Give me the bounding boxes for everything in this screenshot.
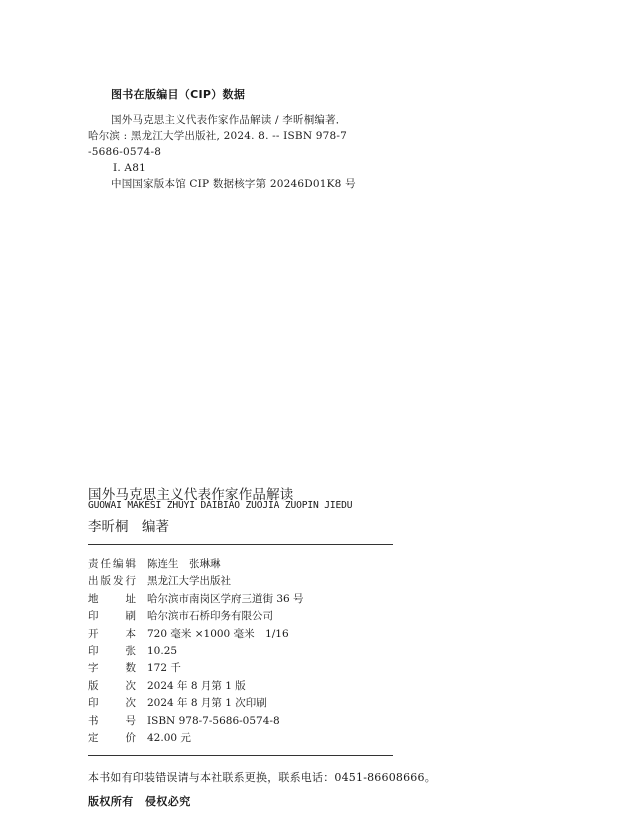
info-label: 地址 [88,592,136,605]
info-value: 陈连生 张琳琳 [147,558,221,570]
publication-info-table [88,556,304,747]
cip-line-record-number: 中国国家版本馆 CIP 数据核字第 20246D01K8 号 [111,178,356,190]
divider-bottom [88,755,393,756]
info-row-format [88,626,289,643]
info-row-printer [88,608,273,625]
misprint-notice: 本书如有印装错误请与本社联系更换，联系电话：0451-86608666。 [88,771,436,784]
info-row-word-count [88,660,181,677]
info-label: 字数 [88,662,136,675]
info-label: 责任编辑 [88,558,136,570]
info-value: 720 毫米 ×1000 毫米 1/16 [147,627,289,640]
info-label: 印张 [88,644,136,657]
info-row-printing [88,695,267,712]
info-value: 哈尔滨市南岗区学府三道街 36 号 [147,592,304,605]
book-title-pinyin: GUOWAI MAKESI ZHUYI DAIBIAO ZUOJIA ZUOPIN JIEDU [88,500,353,511]
info-value: 42.00 元 [147,731,191,744]
book-title: 国外马克思主义代表作家作品解读 [88,487,294,503]
info-value: 2024 年 8 月第 1 次印刷 [147,697,267,710]
info-row-sheets [88,643,178,660]
info-row-editor [88,556,221,573]
info-label: 书号 [88,714,136,727]
info-row-publisher [88,573,231,590]
info-row-price [88,730,191,747]
info-value: 10.25 [147,644,178,657]
info-label: 印次 [88,697,136,710]
info-label: 出版发行 [88,575,136,588]
info-value: ISBN 978-7-5686-0574-8 [147,714,280,727]
info-row-address [88,591,304,608]
copyright-notice: 版权所有 侵权必究 [88,795,191,808]
cip-line-title: 国外马克思主义代表作家作品解读 / 李昕桐编著． [111,114,347,126]
cip-line-publisher: 哈尔滨 : 黑龙江大学出版社, 2024. 8. -- ISBN 978-7 [88,130,348,142]
info-label: 定价 [88,731,136,744]
info-label: 印刷 [88,610,136,623]
info-label: 版次 [88,679,136,692]
cip-heading: 图书在版编目（CIP）数据 [111,88,246,101]
info-value: 172 千 [147,662,181,675]
divider-top [88,544,393,545]
info-row-isbn [88,713,280,730]
book-author: 李昕桐 编著 [88,519,169,535]
info-value: 哈尔滨市石桥印务有限公司 [147,610,273,623]
info-value: 2024 年 8 月第 1 版 [147,679,246,692]
cip-line-classification: Ⅰ. A81 [113,162,146,174]
info-label: 开本 [88,627,136,640]
info-row-edition [88,678,246,695]
info-value: 黑龙江大学出版社 [147,575,231,588]
cip-line-isbn-cont: -5686-0574-8 [88,146,162,158]
